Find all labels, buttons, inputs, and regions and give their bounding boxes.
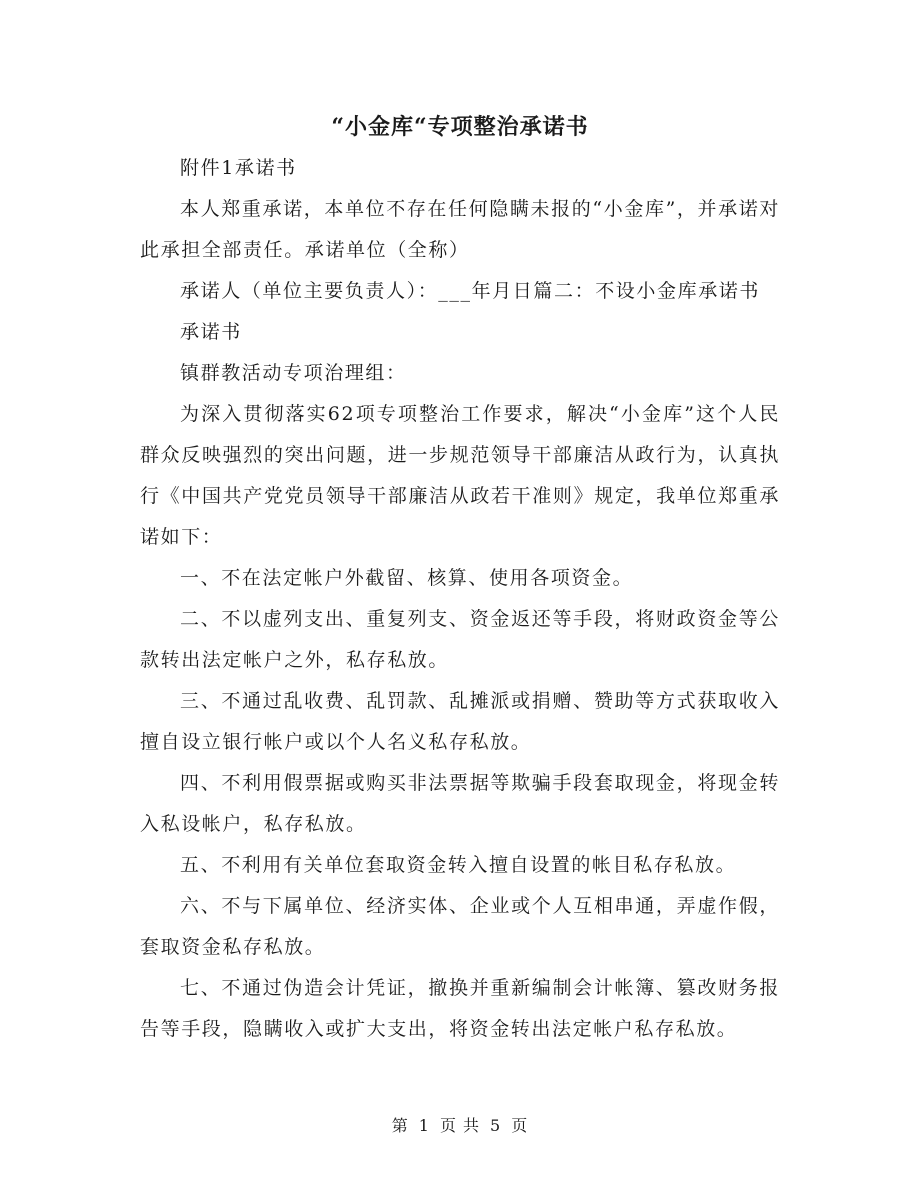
paragraph-item-2: 二、不以虚列支出、重复列支、资金返还等手段，将财政资金等公款转出法定帐户之外，私存私放。	[140, 608, 780, 671]
footer-middle: 页 共	[439, 1116, 481, 1135]
paragraph-item-6: 六、不与下属单位、经济实体、企业或个人互相串通，弄虚作假，套取资金私存私放。	[140, 895, 780, 958]
paragraph-item-1: 一、不在法定帐户外截留、核算、使用各项资金。	[180, 567, 634, 589]
paragraph-item-4: 四、不利用假票据或购买非法票据等欺骗手段套取现金，将现金转入私设帐户，私存私放。	[140, 772, 780, 835]
paragraph-item-7: 七、不通过伪造会计凭证，撤换并重新编制会计帐簿、篡改财务报告等手段，隐瞒收入或扩大支出，将资金转出法定帐户私存私放。	[140, 977, 780, 1040]
paragraph-item-5: 五、不利用有关单位套取资金转入擅自设置的帐目私存私放。	[180, 854, 737, 876]
document-title: “小金库“专项整治承诺书	[331, 114, 589, 140]
footer-total-pages: 5	[490, 1116, 502, 1135]
paragraph-signer: 承诺人（单位主要负责人）：___年月日篇二：不设小金库承诺书	[180, 280, 761, 302]
paragraph-attachment: 附件1承诺书	[180, 157, 297, 179]
paragraph-pledge: 本人郑重承诺，本单位不存在任何隐瞒未报的“小金库”，并承诺对此承担全部责任。承诺单位（全称）	[140, 198, 780, 261]
paragraph-intro: 为深入贯彻落实62项专项整治工作要求，解决“小金库”这个人民群众反映强烈的突出问题，进一步规范领导干部廉洁从政行为，认真执行《中国共产党党员领导干部廉洁从政若干准则》规定，我单位郑重承诺如下：	[140, 403, 780, 548]
document-body	[140, 148, 780, 1050]
footer-prefix: 第	[391, 1116, 409, 1135]
page-footer	[0, 1114, 920, 1138]
paragraph-addressee: 镇群教活动专项治理组：	[180, 362, 407, 384]
paragraph-heading: 承诺书	[180, 321, 242, 343]
footer-page-number: 1	[418, 1116, 430, 1135]
paragraph-item-3: 三、不通过乱收费、乱罚款、乱摊派或捐赠、赞助等方式获取收入擅自设立银行帐户或以个人名义私存私放。	[140, 690, 780, 753]
footer-suffix: 页	[511, 1116, 529, 1135]
